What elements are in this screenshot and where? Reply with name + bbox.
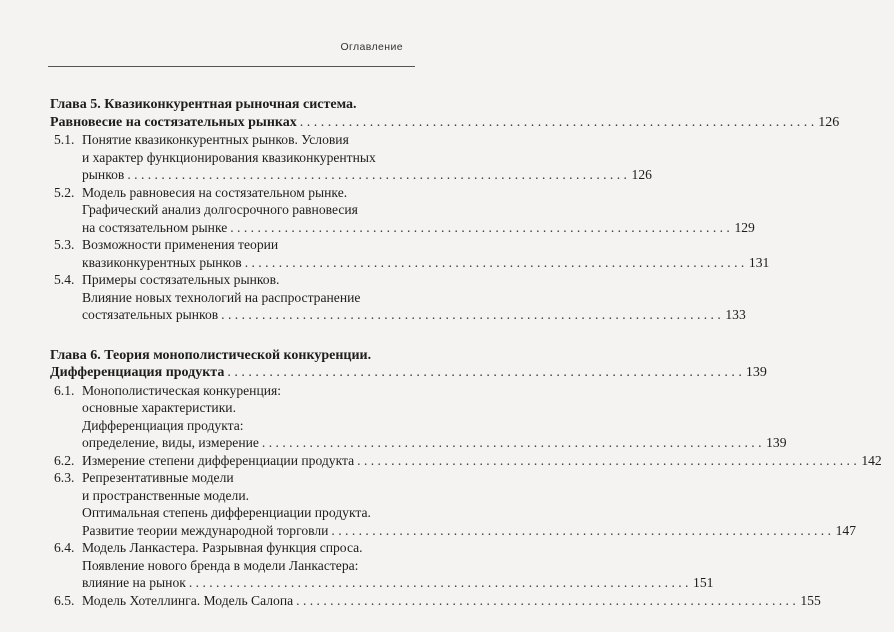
section-text: Возможности применения теории <box>82 237 279 252</box>
dot-leader <box>245 254 745 272</box>
section-text: Монополистическая конкуренция: <box>82 382 282 398</box>
section-text: Оптимальная степень дифференциации продукта. <box>82 505 371 520</box>
section-entry <box>50 469 856 539</box>
page-number: 131 <box>748 254 770 270</box>
section-text: Репрезентативные модели <box>82 470 234 485</box>
section-text: Модель Ланкастера. Разрывная функция спроса. <box>82 540 363 555</box>
section-number: 6.2. <box>54 452 75 468</box>
running-head: Оглавление <box>340 41 403 53</box>
table-of-contents <box>50 96 882 632</box>
section-text: Графический анализ долгосрочного равновесия <box>82 202 358 217</box>
dot-leader <box>300 114 815 132</box>
section-text: Измерение степени дифференциации продукта <box>82 452 355 468</box>
section-number: 5.1. <box>54 132 75 147</box>
section-text: Примеры состязательных рынков. <box>82 272 280 287</box>
section-entry <box>50 452 882 470</box>
section-text: Модель равновесия на состязательном рынке. <box>82 184 348 200</box>
page-number: 155 <box>800 592 821 608</box>
section-text: влияние на рынок <box>82 575 186 590</box>
section-entry <box>50 184 755 237</box>
chapter-title-line <box>50 364 767 382</box>
chapter-5 <box>50 96 840 324</box>
chapter-title-line: Глава 6. Теория монополистической конкуренции. <box>50 347 372 363</box>
dot-leader <box>296 592 796 610</box>
section-number: 5.2. <box>54 184 75 200</box>
section-text: Появление нового бренда в модели Ланкастера: <box>82 557 359 573</box>
section-entry <box>50 539 714 592</box>
dot-leader <box>262 434 762 452</box>
chapter-title-text: Равновесие на состязательных рынках <box>50 114 297 130</box>
section-entry <box>50 271 746 324</box>
section-entry <box>50 592 821 610</box>
section-text: основные характеристики. <box>82 400 236 415</box>
section-text: рынков <box>82 167 125 182</box>
page-number: 133 <box>725 307 746 322</box>
section-entry <box>50 236 770 271</box>
dot-leader <box>331 522 831 540</box>
page-number: 126 <box>631 167 652 182</box>
section-text: на состязательном рынке <box>82 219 228 235</box>
dot-leader <box>230 219 730 237</box>
page-number: 126 <box>818 114 840 130</box>
section-number: 6.4. <box>54 540 75 555</box>
page-number: 139 <box>766 435 787 450</box>
section-text: и пространственные модели. <box>82 487 250 503</box>
dot-leader <box>189 574 689 592</box>
page-number: 129 <box>734 219 755 235</box>
chapter-title <box>50 96 840 131</box>
dot-leader <box>357 452 857 470</box>
section-number: 5.3. <box>54 237 75 252</box>
page-number: 142 <box>861 452 882 468</box>
section-text: Развитие теории международной торговли <box>82 522 329 538</box>
section-number: 6.1. <box>54 382 75 398</box>
chapter-6 <box>50 347 882 610</box>
page-number: 147 <box>835 522 856 538</box>
section-text: определение, виды, измерение <box>82 435 259 450</box>
dot-leader <box>227 364 742 382</box>
section-entry <box>50 131 652 184</box>
section-number: 6.3. <box>54 470 75 485</box>
chapter-title <box>50 347 767 382</box>
chapter-title-line: Глава 5. Квазиконкурентная рыночная система. <box>50 97 357 112</box>
page-number: 151 <box>693 575 714 590</box>
dot-leader <box>127 166 627 184</box>
section-text: Дифференциация продукта: <box>82 417 244 433</box>
header-rule <box>48 66 415 67</box>
section-text: квазиконкурентных рынков <box>82 254 242 270</box>
page-number: 139 <box>745 365 767 380</box>
section-text: Влияние новых технологий на распространение <box>82 289 361 305</box>
section-text: Понятие квазиконкурентных рынков. Условия <box>82 132 349 147</box>
section-number: 6.5. <box>54 592 75 608</box>
section-text: Модель Хотеллинга. Модель Салопа <box>82 592 294 608</box>
dot-leader <box>221 306 721 324</box>
section-entry <box>50 382 787 452</box>
section-number: 5.4. <box>54 272 75 287</box>
section-text: и характер функционирования квазиконкурентных <box>82 149 376 165</box>
chapter-title-line <box>50 114 840 132</box>
section-text: состязательных рынков <box>82 307 219 322</box>
chapter-title-text: Дифференциация продукта <box>50 365 225 380</box>
